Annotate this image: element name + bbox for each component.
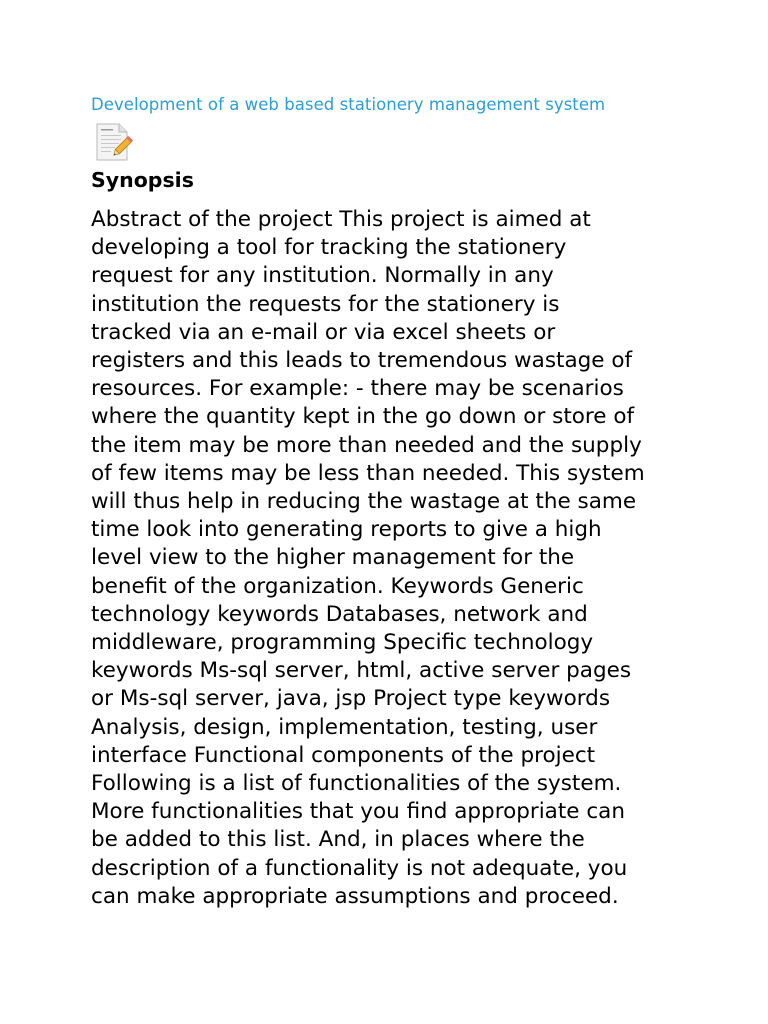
body-line: Analysis, design, implementation, testing, user xyxy=(91,714,598,740)
body-line: More functionalities that you find appropriate can xyxy=(91,799,625,825)
body-line: where the quantity kept in the go down or store of xyxy=(91,404,635,430)
body-line: developing a tool for tracking the stationery xyxy=(91,235,567,261)
body-line: benefit of the organization. Keywords Generic xyxy=(91,573,584,599)
body-line: time look into generating reports to give a high xyxy=(91,517,602,543)
document-edit-icon xyxy=(93,120,137,164)
body-line: level view to the higher management for the xyxy=(91,545,575,571)
body-line: technology keywords Databases, network and xyxy=(91,601,588,627)
body-line: tracked via an e-mail or via excel sheets or xyxy=(91,319,556,345)
body-line: of few items may be less than needed. This system xyxy=(91,460,645,486)
body-line: resources. For example: - there may be scenarios xyxy=(91,376,624,402)
body-line: the item may be more than needed and the supply xyxy=(91,432,642,458)
body-line: request for any institution. Normally in any xyxy=(91,263,554,289)
body-line: can make appropriate assumptions and proceed. xyxy=(91,883,619,909)
body-line: Abstract of the project This project is aimed at xyxy=(91,207,591,232)
body-line: or Ms-sql server, java, jsp Project type keywords xyxy=(91,686,611,712)
body-line: interface Functional components of the project xyxy=(91,742,596,768)
document-title-link[interactable]: Development of a web based stationery management system xyxy=(91,95,606,114)
body-line: institution the requests for the stationery is xyxy=(91,291,560,317)
body-line: description of a functionality is not adequate, you xyxy=(91,855,628,881)
body-line: will thus help in reducing the wastage at the same xyxy=(91,489,637,515)
body-line: keywords Ms-sql server, html, active server pages xyxy=(91,658,632,684)
synopsis-body xyxy=(91,206,691,911)
body-line: registers and this leads to tremendous wastage of xyxy=(91,348,633,374)
body-line: middleware, programming Specific technology xyxy=(91,630,594,656)
body-line: Following is a list of functionalities of the system. xyxy=(91,771,622,797)
body-line: be added to this list. And, in places where the xyxy=(91,827,585,853)
synopsis-heading: Synopsis xyxy=(91,168,194,192)
